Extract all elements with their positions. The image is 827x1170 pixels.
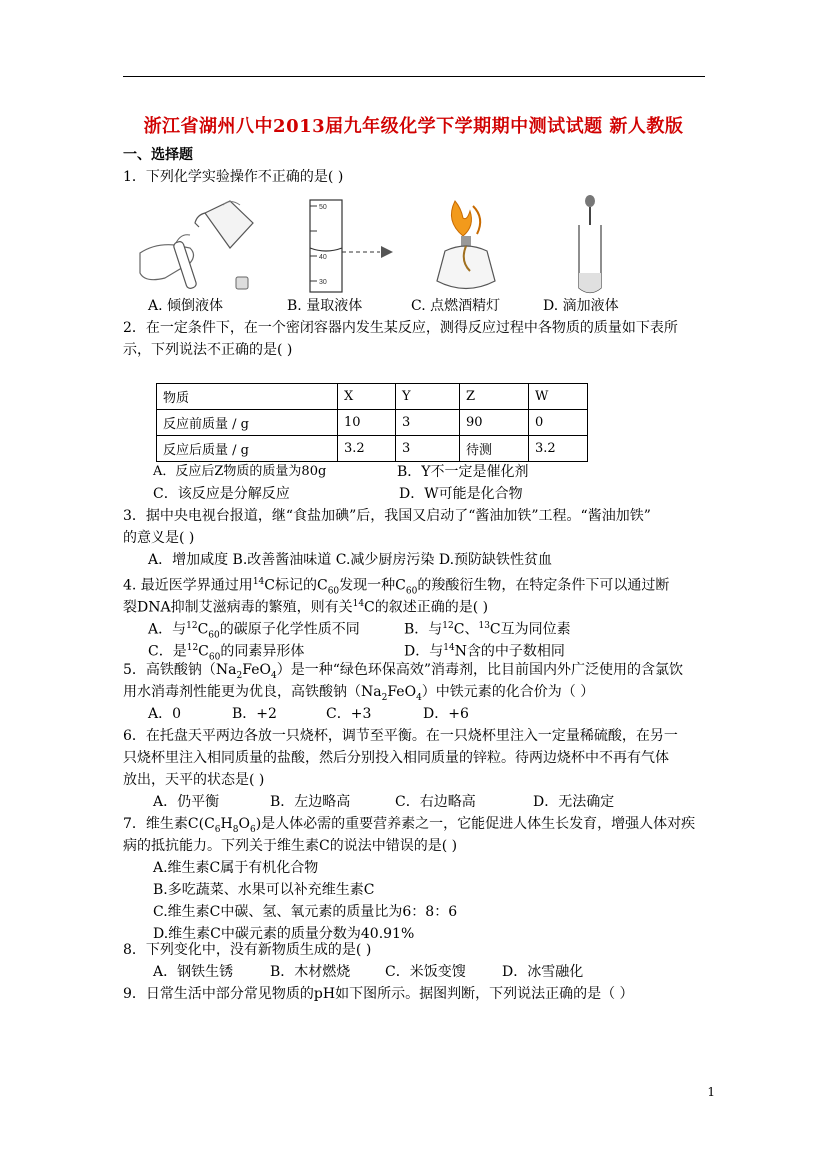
- q8-option-b: B．木材燃烧: [270, 964, 351, 980]
- q1-stem: 1．下列化学实验操作不正确的是( ): [123, 169, 344, 185]
- cylinder-tick-50: 50: [319, 204, 327, 211]
- q6-option-a: A．仍平衡: [153, 794, 220, 810]
- q5-option-d: D．+6: [423, 706, 469, 722]
- q3-options: A．增加咸度 B.改善酱油味道 C.减少厨房污染 D.预防缺铁性贫血: [148, 552, 553, 568]
- q6-option-b: B．左边略高: [270, 794, 351, 810]
- graduated-cylinder-illustration: [295, 196, 400, 296]
- table-cell: Z: [460, 384, 529, 410]
- section-heading: 一、选择题: [123, 147, 193, 163]
- q3-stem-line2: 的意义是( ): [123, 530, 195, 546]
- table-cell: Y: [396, 384, 460, 410]
- q8-option-d: D．冰雪融化: [502, 964, 584, 980]
- q5-stem-line1: 5．高铁酸钠$(Na_2FeO_4)$是一种“绿色环保高效”消毒剂，比目前国内外广泛使用的含氯饮: [123, 662, 684, 681]
- pouring-liquid-illustration: [135, 193, 265, 293]
- dropper-illustration: [565, 193, 615, 298]
- table-cell: 0: [529, 410, 588, 436]
- table-cell: 3.2: [338, 436, 396, 462]
- q7-option-b: B.多吃蔬菜、水果可以补充维生素C: [153, 882, 375, 898]
- q6-option-d: D．无法确定: [533, 794, 615, 810]
- q2-option-c: C．该反应是分解反应: [153, 486, 290, 502]
- q6-stem-line2: 只烧杯里注入相同质量的盐酸，然后分别投入相同质量的锌粒。待两边烧杯中不再有气体: [123, 750, 669, 766]
- table-row: [157, 384, 588, 410]
- table-cell: 3: [396, 436, 460, 462]
- q5-option-b: B．+2: [232, 706, 277, 722]
- cylinder-tick-40: 40: [319, 254, 327, 261]
- q5-stem-line2: 用水消毒剂性能更为优良，高铁酸钠$(Na_2FeO_4)$中铁元素的化合价为（ ）: [123, 684, 595, 703]
- q1-option-d: D. 滴加液体: [543, 298, 619, 314]
- table-cell: 90: [460, 410, 529, 436]
- table-row: [157, 410, 588, 436]
- q2-stem-line1: 2．在一定条件下，在一个密闭容器内发生某反应，测得反应过程中各物质的质量如下表所: [123, 320, 678, 336]
- q4-option-b: B．与$^{12}$C、$^{13}$C互为同位素: [404, 621, 571, 638]
- table-cell: 待测: [460, 436, 529, 462]
- q3-stem-line1: 3．据中央电视台报道，继“食盐加碘”后，我国又启动了“酱油加铁”工程。“酱油加铁”: [123, 508, 651, 524]
- table-cell: 反应后质量 / g: [157, 436, 338, 462]
- q8-option-c: C．米饭变馊: [385, 964, 466, 980]
- q2-mass-table: [156, 383, 588, 462]
- table-cell: 3.2: [529, 436, 588, 462]
- q4-option-c: C．是$^{12}C_{60}$的同素异形体: [148, 643, 305, 663]
- q7-stem-line2: 病的抵抗能力。下列关于维生素C的说法中错误的是( ): [123, 838, 458, 854]
- q1-option-c: C. 点燃酒精灯: [411, 298, 501, 314]
- table-row: [157, 436, 588, 462]
- q2-option-b: B．Y不一定是催化剂: [397, 464, 529, 480]
- table-cell: 3: [396, 410, 460, 436]
- q4-stem-line2: 裂DNA抑制艾滋病毒的繁殖，则有关$^{14}$C的叙述正确的是( ): [123, 599, 489, 616]
- page-number: 1: [707, 1085, 715, 1099]
- alcohol-lamp-illustration: [425, 196, 515, 296]
- q7-option-d: D.维生素C中碳元素的质量分数为40.91%: [153, 926, 415, 942]
- q8-option-a: A．钢铁生锈: [153, 964, 234, 980]
- q4-option-a: A．与$^{12}C_{60}$的碳原子化学性质不同: [148, 621, 360, 641]
- table-cell: 反应前质量 / g: [157, 410, 338, 436]
- q4-stem-line1: 4. 最近医学界通过用$^{14}$C标记的$C_{60}$发现一种$C_{60}$的羧酸衍生物，在特定条件下可以通过断: [123, 577, 670, 597]
- table-cell: X: [338, 384, 396, 410]
- q6-option-c: C．右边略高: [395, 794, 476, 810]
- q7-option-c: C.维生素C中碳、氢、氧元素的质量比为6：8：6: [153, 904, 458, 920]
- q9-stem: 9．日常生活中部分常见物质的pH如下图所示。据图判断，下列说法正确的是（ ）: [123, 986, 634, 1002]
- q2-stem-line2: 示，下列说法不正确的是( ): [123, 342, 293, 358]
- q6-stem-line1: 6．在托盘天平两边各放一只烧杯，调节至平衡。在一只烧杯里注入一定量稀硫酸，在另一: [123, 728, 678, 744]
- q6-stem-line3: 放出，天平的状态是( ): [123, 772, 265, 788]
- table-cell: W: [529, 384, 588, 410]
- q2-option-d: D．W可能是化合物: [399, 486, 523, 502]
- q2-option-a: A．反应后Z物质的质量为80g: [153, 464, 327, 479]
- cylinder-tick-30: 30: [319, 279, 327, 286]
- q7-stem-line1: 7．维生素$C(C_6H_8O_6)$是人体必需的重要营养素之一，它能促进人体生长发育，增强人体对疾: [123, 816, 696, 835]
- q5-option-c: C．+3: [326, 706, 372, 722]
- q1-option-b: B. 量取液体: [287, 298, 363, 314]
- q5-option-a: A．0: [148, 706, 182, 722]
- table-cell: 物质: [157, 384, 338, 410]
- header-rule: [123, 76, 705, 77]
- q8-stem: 8．下列变化中，没有新物质生成的是( ): [123, 942, 372, 958]
- page-title: 浙江省湖州八中2013届九年级化学下学期期中测试试题 新人教版: [143, 116, 684, 137]
- q7-option-a: A.维生素C属于有机化合物: [153, 860, 319, 876]
- q1-option-a: A. 倾倒液体: [148, 298, 224, 314]
- table-cell: 10: [338, 410, 396, 436]
- q4-option-d: D．与$^{14}$N含的中子数相同: [404, 643, 565, 660]
